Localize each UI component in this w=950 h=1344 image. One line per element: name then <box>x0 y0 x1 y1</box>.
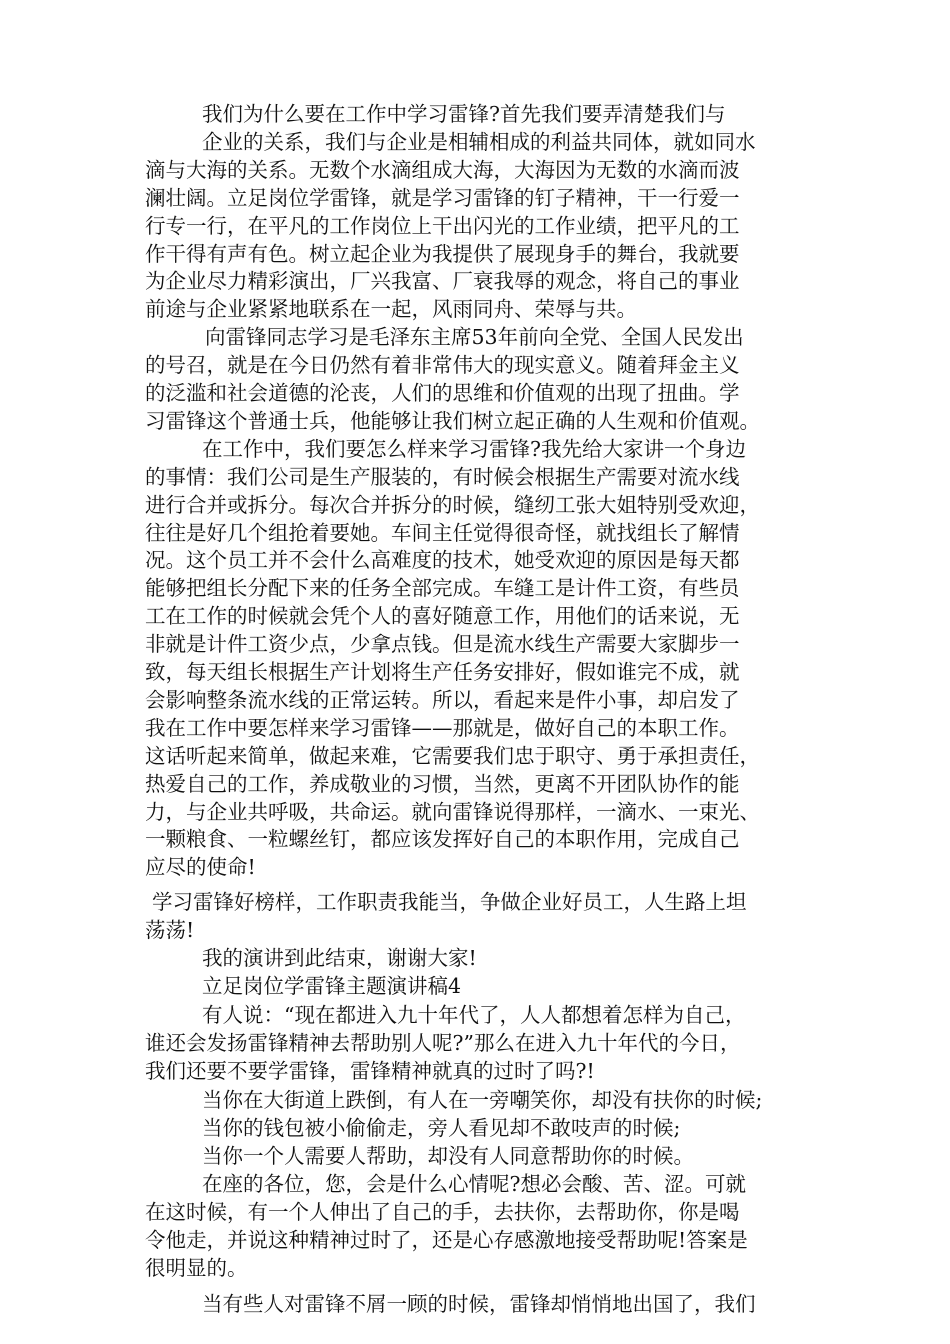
text-line: 能够把组长分配下来的任务全部完成。车缝工是计件工资，有些员 <box>145 576 740 600</box>
text-line: 工在工作的时候就会凭个人的喜好随意工作，用他们的话来说，无 <box>145 604 740 628</box>
text-line: 往往是好几个组抢着要她。车间主任觉得很奇怪，就找组长了解情 <box>145 521 740 545</box>
text-line: 立足岗位学雷锋主题演讲稿4 <box>202 974 462 998</box>
text-line: 向雷锋同志学习是毛泽东主席53年前向全党、全国人民发出 <box>205 325 744 349</box>
text-line: 在座的各位，您，会是什么心情呢?想必会酸、苦、涩。可就 <box>202 1172 746 1196</box>
text-line: 行专一行，在平凡的工作岗位上干出闪光的工作业绩，把平凡的工 <box>145 214 740 238</box>
text-line: 习雷锋这个普通士兵，他能够让我们树立起正确的人生观和价值观。 <box>145 409 760 433</box>
text-line: 热爱自己的工作，养成敬业的习惯，当然，更离不开团队协作的能 <box>145 772 740 796</box>
text-line: 会影响整条流水线的正常运转。所以，看起来是件小事，却启发了 <box>145 688 740 712</box>
text-line: 谁还会发扬雷锋精神去帮助别人呢?”那么在进入九十年代的今日， <box>145 1031 741 1055</box>
text-line: 作干得有声有色。树立起企业为我提供了展现身手的舞台，我就要 <box>145 242 740 266</box>
text-line: 学习雷锋好榜样，工作职责我能当，争做企业好员工，人生路上坦 <box>152 890 747 914</box>
text-line: 荡荡! <box>145 918 195 942</box>
text-line: 一颗粮食、一粒螺丝钉，都应该发挥好自己的本职作用，完成自己 <box>145 827 740 851</box>
text-line: 的事情：我们公司是生产服装的，有时候会根据生产需要对流水线 <box>145 465 740 489</box>
text-line: 当你在大街道上跌倒，有人在一旁嘲笑你，却没有扶你的时候; <box>202 1088 763 1112</box>
text-line: 非就是计件工资少点，少拿点钱。但是流水线生产需要大家脚步一 <box>145 632 740 656</box>
text-line: 在这时候，有一个人伸出了自己的手，去扶你，去帮助你，你是喝 <box>145 1200 740 1224</box>
text-line: 滴与大海的关系。无数个水滴组成大海，大海因为无数的水滴而波 <box>145 158 740 182</box>
text-line: 应尽的使命! <box>145 855 256 879</box>
text-line: 的号召，就是在今日仍然有着非常伟大的现实意义。随着拜金主义 <box>145 353 740 377</box>
text-line: 当有些人对雷锋不屑一顾的时候，雷锋却悄悄地出国了，我们 <box>202 1292 756 1316</box>
text-line: 有人说：“现在都进入九十年代了，人人都想着怎样为自己， <box>202 1003 746 1027</box>
text-line: 这话听起来简单，做起来难，它需要我们忠于职守、勇于承担责任， <box>145 744 760 768</box>
text-line: 我的演讲到此结束，谢谢大家! <box>202 946 477 970</box>
text-line: 前途与企业紧紧地联系在一起，风雨同舟、荣辱与共。 <box>145 297 637 321</box>
text-line: 况。这个员工并不会什么高难度的技术，她受欢迎的原因是每天都 <box>145 548 740 572</box>
text-line: 力，与企业共呼吸，共命运。就向雷锋说得那样，一滴水、一束光、 <box>145 800 760 824</box>
text-line: 进行合并或拆分。每次合并拆分的时候，缝纫工张大姐特别受欢迎， <box>145 493 760 517</box>
text-line: 当你一个人需要人帮助，却没有人同意帮助你的时候。 <box>202 1144 694 1168</box>
text-line: 很明显的。 <box>145 1256 248 1280</box>
text-line: 致，每天组长根据生产计划将生产任务安排好，假如谁完不成，就 <box>145 660 740 684</box>
text-line: 我们还要不要学雷锋，雷锋精神就真的过时了吗?! <box>145 1059 595 1083</box>
text-line: 的泛滥和社会道德的沦丧，人们的思维和价值观的出现了扭曲。学 <box>145 381 740 405</box>
text-line: 当你的钱包被小偷偷走，旁人看见却不敢吱声的时候; <box>202 1116 681 1140</box>
text-line: 在工作中，我们要怎么样来学习雷锋?我先给大家讲一个身边 <box>202 437 746 461</box>
text-line: 澜壮阔。立足岗位学雷锋，就是学习雷锋的钉子精神，干一行爱一 <box>145 186 740 210</box>
text-line: 为企业尽力精彩演出，厂兴我富、厂衰我辱的观念，将自己的事业 <box>145 269 740 293</box>
text-line: 我们为什么要在工作中学习雷锋?首先我们要弄清楚我们与 <box>202 102 726 126</box>
text-line: 企业的关系，我们与企业是相辅相成的利益共同体，就如同水 <box>202 130 756 154</box>
text-line: 令他走，并说这种精神过时了，还是心存感激地接受帮助呢!答案是 <box>145 1228 748 1252</box>
text-line: 我在工作中要怎样来学习雷锋——那就是，做好自己的本职工作。 <box>145 716 740 740</box>
